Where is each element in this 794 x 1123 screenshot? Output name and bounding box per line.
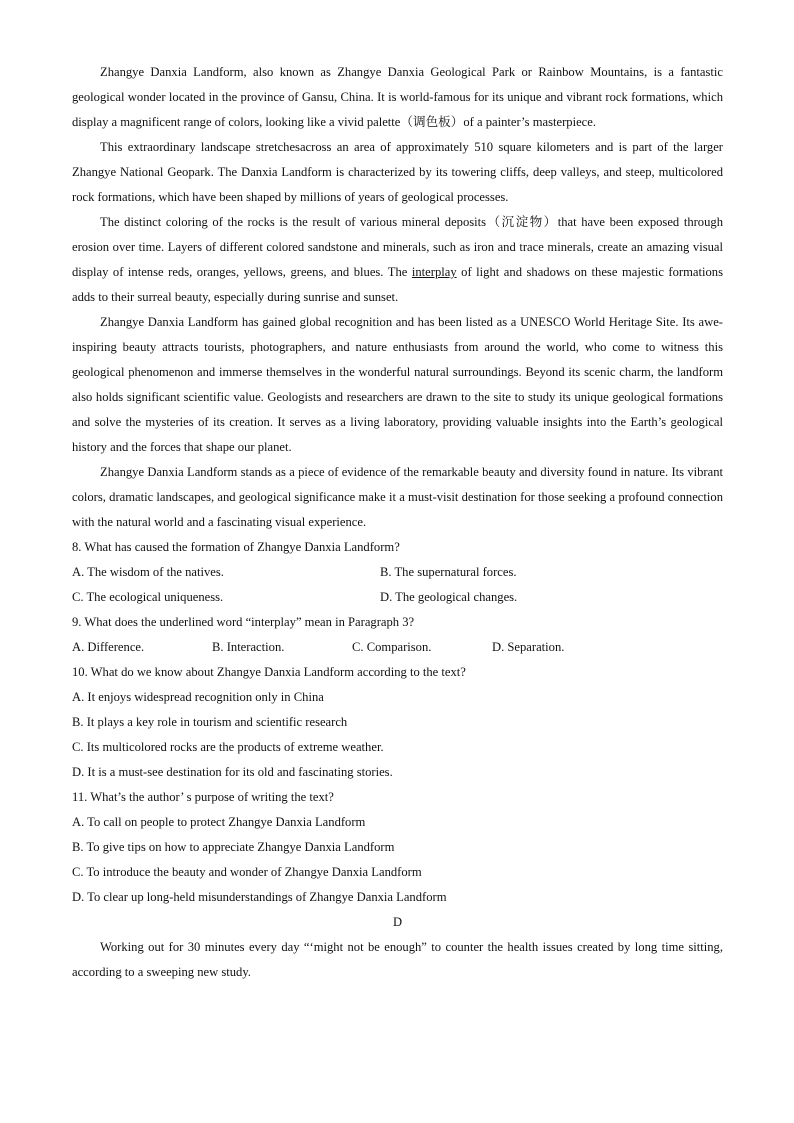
question-10-option-a: A. It enjoys widespread recognition only in China [72,690,324,704]
question-8-option-c: C. The ecological uniqueness. [72,590,224,604]
question-8-options-row-2 [72,585,723,610]
question-9-option-d: D. Separation. [492,640,565,654]
passage-paragraph-4: Zhangye Danxia Landform has gained global recognition and has been listed as a UNESCO World Heritage Site. Its awe-inspiring beauty attracts tourists, photographers, and nature enthusiasts from around the world, who come to witness this geological phenomenon and immerse themselves in the wonderful natural surroundings. Beyond its scenic charm, the landform also holds significant scientific value. Geologists and researchers are drawn to the site to study its unique geological formations and solve the mysteries of its creation. It serves as a living laboratory, providing valuable insights into the Earth’s geological history and the forces that shape our planet. [72,315,723,454]
question-9-options [72,635,723,660]
question-11-option-b: B. To give tips on how to appreciate Zhangye Danxia Landform [72,840,395,854]
question-10-stem: 10. What do we know about Zhangye Danxia Landform according to the text? [72,665,466,679]
paragraph-3-text-before: The distinct coloring of the rocks is the result of various mineral deposits（沉淀物）that have been exposed through erosion over time. Layers of different colored sandstone and minerals, such as iron and trace minerals, create an amazing visual display of intense reds, oranges, yellows, greens, and blues. The [72,215,723,279]
passage-paragraph-3 [72,210,723,310]
question-8-option-a: A. The wisdom of the natives. [72,565,224,579]
section-d-heading: D [392,915,403,929]
question-11-stem: 11. What’s the author’ s purpose of writing the text? [72,790,334,804]
question-8-stem: 8. What has caused the formation of Zhangye Danxia Landform? [72,540,400,554]
question-9-option-c: C. Comparison. [352,640,432,654]
question-8-option-d: D. The geological changes. [380,590,518,604]
question-9-option-a: A. Difference. [72,640,145,654]
passage-paragraph-2: This extraordinary landscape stretchesacross an area of approximately 510 square kilometers and is part of the larger Zhangye National Geopark. The Danxia Landform is characterized by its towering cliffs, deep valleys, and steep, multicolored rock formations, which have been shaped by millions of years of geological processes. [72,140,723,204]
question-11-option-d: D. To clear up long-held misunderstandings of Zhangye Danxia Landform [72,890,447,904]
passage-paragraph-5: Zhangye Danxia Landform stands as a piece of evidence of the remarkable beauty and diversity found in nature. Its vibrant colors, dramatic landscapes, and geological significance make it a must-visit destination for those seeking a profound connection with the natural world and a fascinating visual experience. [72,465,723,529]
underlined-word-interplay: interplay [411,265,457,279]
section-d-paragraph-1: Working out for 30 minutes every day “‘might not be enough” to counter the health issues created by long time sitting, according to a sweeping new study. [72,940,723,979]
paragraph-3-text-after: of light and shadows on these majestic formations adds to their surreal beauty, especially during sunrise and sunset. [72,265,723,304]
passage-paragraph-1: Zhangye Danxia Landform, also known as Zhangye Danxia Geological Park or Rainbow Mountains, is a fantastic geological wonder located in the province of Gansu, China. It is world-famous for its unique and vibrant rock formations, which display a magnificent range of colors, looking like a vivid palette（调色板）of a painter’s masterpiece. [72,65,723,129]
question-11-option-a: A. To call on people to protect Zhangye Danxia Landform [72,815,366,829]
question-10-option-b: B. It plays a key role in tourism and scientific research [72,715,348,729]
question-11-option-c: C. To introduce the beauty and wonder of Zhangye Danxia Landform [72,865,422,879]
question-9-option-b: B. Interaction. [212,640,285,654]
exam-page [72,60,723,985]
question-8-options-row-1 [72,560,723,585]
question-10-option-c: C. Its multicolored rocks are the products of extreme weather. [72,740,384,754]
question-8-option-b: B. The supernatural forces. [380,565,517,579]
question-9-stem: 9. What does the underlined word “interplay” mean in Paragraph 3? [72,615,415,629]
question-10-option-d: D. It is a must-see destination for its old and fascinating stories. [72,765,393,779]
